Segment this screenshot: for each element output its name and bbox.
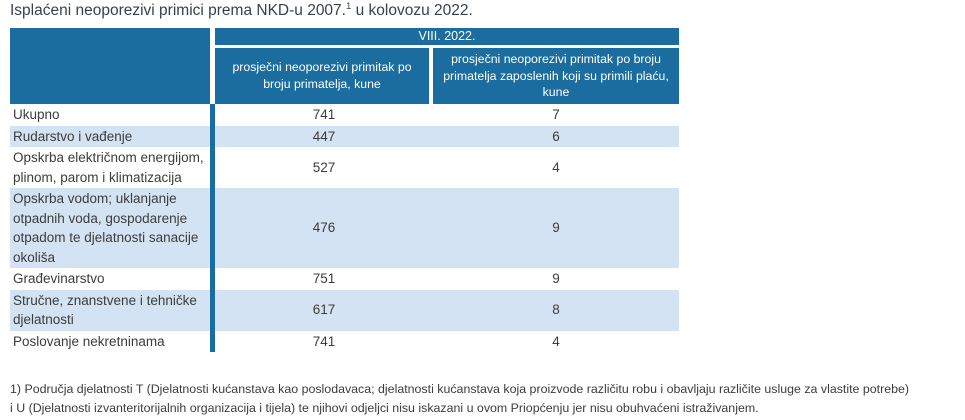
value-avg-per-paid-employee: 8: [552, 302, 560, 318]
value-avg-per-recipient: 741: [312, 107, 336, 122]
row-label: Ukupno: [13, 107, 60, 122]
value-avg-per-paid-employee: 9: [552, 220, 560, 236]
title-text-suffix: u kolovozu 2022.: [351, 2, 473, 19]
value-avg-per-paid-employee: 6: [552, 128, 560, 144]
table-row: [10, 290, 679, 331]
footnote-line-1: 1) Područja djelatnosti T (Djelatnosti kućanstava kao poslodavaca; djelatnosti kućanstava koja proizvode različitu robu i obavljaju različite usluge za vlastite potrebe): [10, 382, 910, 396]
data-table: [10, 28, 679, 352]
footnote-line-2: i U (Djelatnosti izvanteritorijalnih organizacija i tijela) te njihovi odjeljci nisu iskazani u ovom Priopćenju jer nisu obuhvaćeni istraživanjem.: [10, 401, 759, 415]
header-right-group: [215, 28, 679, 104]
value-avg-per-recipient: 617: [312, 302, 336, 318]
row-label: Opskrba vodom; uklanjanje otpadnih voda, gospodarenje otpadom te djelatnosti sanacije okoliša: [13, 191, 199, 265]
footnote: [10, 380, 909, 418]
table-row: [10, 331, 679, 353]
table-row: [10, 268, 679, 290]
title-text: Isplaćeni neoporezivi primici prema NKD-u 2007.: [10, 2, 346, 19]
page-title: [10, 2, 473, 20]
title-footnote-marker: 1: [345, 0, 352, 12]
row-label: Rudarstvo i vađenje: [13, 128, 133, 144]
table-row: [10, 104, 679, 126]
table-header: [10, 28, 679, 104]
value-avg-per-recipient: 751: [312, 271, 336, 286]
table-body: [10, 104, 679, 352]
value-avg-per-paid-employee: 4: [552, 333, 560, 349]
column-headers-row: [215, 48, 679, 104]
value-avg-per-paid-employee: 4: [552, 159, 560, 175]
value-avg-per-paid-employee: 7: [552, 107, 560, 122]
row-label: Stručne, znanstvene i tehničke djelatnosti: [13, 292, 197, 327]
value-avg-per-recipient: 447: [312, 128, 336, 144]
value-avg-per-paid-employee: 9: [552, 271, 560, 286]
value-avg-per-recipient: 741: [312, 333, 336, 349]
column-header-avg-per-recipient: prosječni neoporezivi primitak po broju primatelja, kune: [215, 48, 429, 104]
row-label: Opskrba električnom energijom, plinom, parom i klimatizacija: [13, 150, 204, 185]
row-label: Poslovanje nekretninama: [13, 333, 165, 349]
table-row: [10, 147, 679, 188]
table-row: [10, 126, 679, 148]
value-avg-per-recipient: 527: [312, 159, 336, 175]
row-label: Građevinarstvo: [13, 271, 105, 286]
period-header-cell: VIII. 2022.: [215, 28, 679, 45]
column-header-avg-per-paid-employee: prosječni neoporezivi primitak po broju primatelja zaposlenih koji su primili plaću, kune: [433, 48, 679, 104]
row-header-column-spacer: [10, 28, 210, 104]
value-avg-per-recipient: 476: [312, 220, 336, 236]
table-row: [10, 188, 679, 268]
